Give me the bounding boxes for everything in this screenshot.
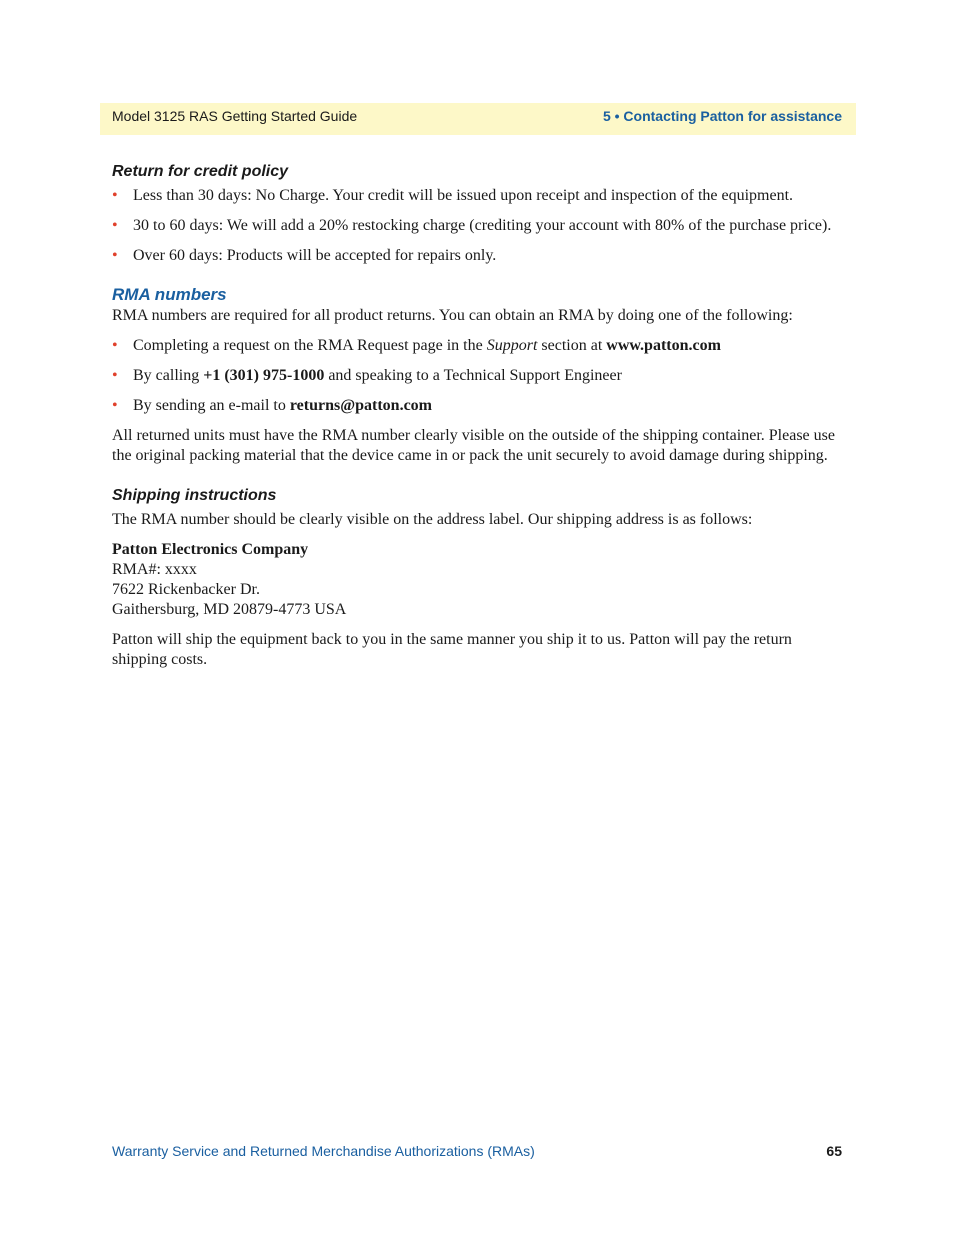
shipping-address xyxy=(112,540,842,620)
rma-item-1-pre: Completing a request on the RMA Request page in the xyxy=(133,337,487,354)
rma-closing: All returned units must have the RMA number clearly visible on the outside of the shipping container. Please use the original packing material that the device came in or pack the unit securely to avoid damage during shipping. xyxy=(112,427,835,464)
header-chapter: 5 • Contacting Patton for assistance xyxy=(602,108,842,124)
page-number: 65 xyxy=(826,1143,842,1159)
website-link[interactable]: www.patton.com xyxy=(606,337,721,354)
rma-item-2-pre: By calling xyxy=(133,367,204,384)
address-company: Patton Electronics Company xyxy=(112,541,309,558)
list-item xyxy=(112,366,842,386)
bullet-icon: • xyxy=(112,367,118,384)
credit-policy-list xyxy=(112,186,842,266)
running-header xyxy=(100,103,856,135)
rma-item-2-post: and speaking to a Technical Support Engineer xyxy=(324,367,622,384)
list-item xyxy=(112,396,842,416)
header-doc-title: Model 3125 RAS Getting Started Guide xyxy=(112,108,358,124)
list-item xyxy=(112,336,842,356)
list-item-text: 30 to 60 days: We will add a 20% restocking charge (crediting your account with 80% of the purchase price). xyxy=(133,217,832,234)
bullet-icon: • xyxy=(112,217,118,234)
bullet-icon: • xyxy=(112,187,118,204)
bullet-icon: • xyxy=(112,247,118,264)
rma-item-1-mid: section at xyxy=(537,337,607,354)
list-item-text: Less than 30 days: No Charge. Your credit will be issued upon receipt and inspection of the equipment. xyxy=(133,187,794,204)
list-item xyxy=(112,246,842,266)
list-item xyxy=(112,216,842,236)
support-section-name: Support xyxy=(486,337,538,354)
rma-intro: RMA numbers are required for all product returns. You can obtain an RMA by doing one of the following: xyxy=(112,307,793,324)
rma-item-3-pre: By sending an e-mail to xyxy=(133,397,290,414)
rma-heading: RMA numbers xyxy=(112,285,227,304)
footer-section-title: Warranty Service and Returned Merchandise Authorizations (RMAs) xyxy=(112,1143,535,1159)
phone-number: +1 (301) 975-1000 xyxy=(203,367,325,384)
rma-methods-list xyxy=(112,336,842,416)
shipping-closing: Patton will ship the equipment back to you in the same manner you ship it to us. Patton will pay the return shipping costs. xyxy=(112,631,792,668)
list-item-text: Over 60 days: Products will be accepted for repairs only. xyxy=(133,247,497,264)
address-rma-line: RMA#: xxxx xyxy=(112,561,197,578)
address-city: Gaithersburg, MD 20879-4773 USA xyxy=(112,601,347,618)
credit-policy-heading: Return for credit policy xyxy=(112,163,289,180)
bullet-icon: • xyxy=(112,337,118,354)
page-content xyxy=(112,160,842,680)
email-link[interactable]: returns@patton.com xyxy=(289,397,432,414)
address-street: 7622 Rickenbacker Dr. xyxy=(112,581,260,598)
shipping-intro: The RMA number should be clearly visible on the address label. Our shipping address is as follows: xyxy=(112,511,753,528)
list-item xyxy=(112,186,842,206)
shipping-heading: Shipping instructions xyxy=(112,487,277,504)
bullet-icon: • xyxy=(112,397,118,414)
